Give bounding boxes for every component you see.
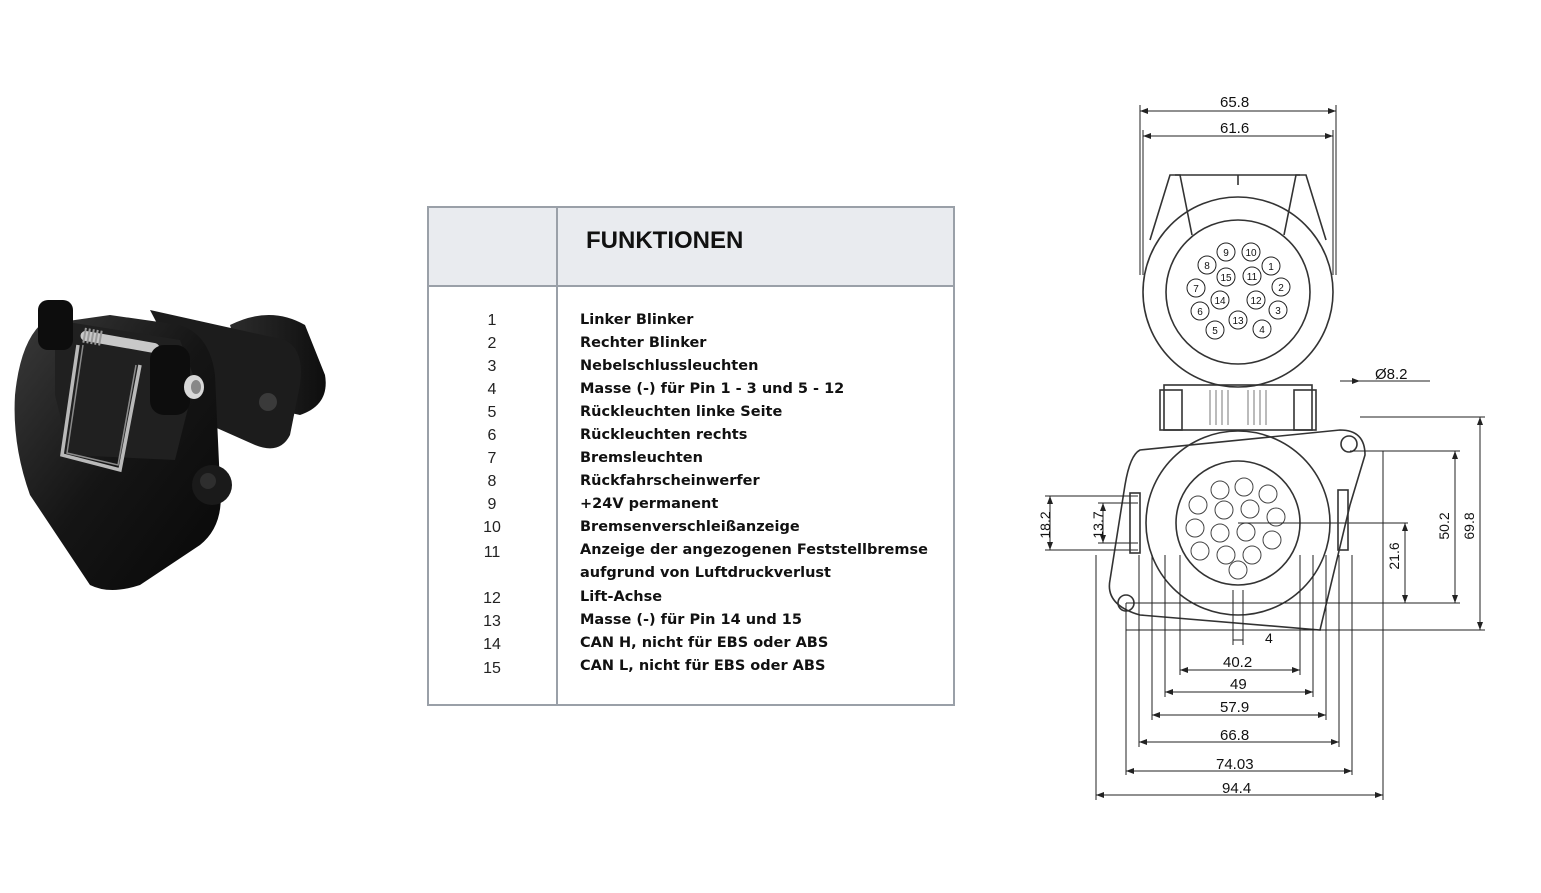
pin-13 [1229,311,1247,329]
pin-number: 12 [483,590,501,607]
pin-4-label: 4 [1259,325,1265,336]
dim-18-2-label: 18.2 [1037,511,1053,539]
dim-57-9-label: 57.9 [1220,699,1250,716]
dim-66-8-label: 66.8 [1220,727,1250,744]
pin-14-label: 14 [1214,296,1226,307]
pin-14 [1211,291,1229,309]
pin-8-label: 8 [1204,261,1210,272]
pin-10 [1242,243,1260,261]
pin-12 [1247,291,1265,309]
pin-function: CAN L, nicht für EBS oder ABS [580,658,826,674]
pin-2-label: 2 [1278,283,1284,294]
pin-function: CAN H, nicht für EBS oder ABS [580,635,829,651]
pin-15 [1217,268,1235,286]
pin-11 [1243,267,1261,285]
pin-function: Linker Blinker [580,312,694,328]
pin-8 [1198,256,1216,274]
dim-13-7-label: 13.7 [1090,511,1106,539]
pin-5-label: 5 [1212,326,1218,337]
functions-table [427,206,955,706]
pin-function-continued: aufgrund von Luftdruckverlust [580,565,831,581]
pin-1-label: 1 [1268,262,1274,273]
pin-function: Masse (-) für Pin 1 - 3 und 5 - 12 [580,381,845,397]
pin-5 [1206,321,1224,339]
pin-function: Lift-Achse [580,589,663,605]
dim-4-label: 4 [1265,630,1273,646]
pin-10-label: 10 [1245,248,1257,259]
socket-product-photo [0,285,340,595]
pin-number: 10 [483,519,501,536]
pin-number: 11 [483,544,501,561]
pin-function: Masse (-) für Pin 14 und 15 [580,612,802,628]
dim-61-6-label: 61.6 [1220,120,1250,137]
pin-number: 15 [483,660,501,677]
pin-number: 14 [483,636,501,653]
pin-function: Bremsenverschleißanzeige [580,519,800,535]
pin-function: Nebelschlussleuchten [580,358,759,374]
pin-number: 6 [487,427,497,444]
pin-2 [1272,278,1290,296]
dim-hole-label: Ø8.2 [1375,366,1408,383]
pin-function: Rückfahrscheinwerfer [580,473,760,489]
socket-dimension-drawing [1030,85,1510,815]
dim-74-03-label: 74.03 [1216,756,1254,773]
pin-number: 8 [487,473,497,490]
pin-number: 3 [487,358,497,375]
dim-40-2-label: 40.2 [1223,654,1253,671]
pin-3 [1269,301,1287,319]
pin-function: Rückleuchten rechts [580,427,748,443]
pin-11-label: 11 [1246,272,1258,283]
pin-13-label: 13 [1232,316,1244,327]
pin-6-label: 6 [1197,307,1203,318]
pin-12-label: 12 [1250,296,1262,307]
dim-50-2-label: 50.2 [1436,512,1452,540]
pin-function: Rechter Blinker [580,335,707,351]
pin-function: +24V permanent [580,496,719,512]
pin-15-label: 15 [1220,273,1232,284]
pin-9-label: 9 [1223,248,1229,259]
pin-number: 1 [487,312,497,329]
pin-number: 9 [487,496,497,513]
pin-number: 13 [483,613,501,630]
table-column-divider [556,208,558,704]
pin-1 [1262,257,1280,275]
pin-7 [1187,279,1205,297]
pin-number: 7 [487,450,497,467]
pin-9 [1217,243,1235,261]
dim-49-label: 49 [1230,676,1247,693]
table-title: FUNKTIONEN [586,227,744,254]
pin-6 [1191,302,1209,320]
dim-94-4-label: 94.4 [1222,780,1252,797]
dim-69-8-label: 69.8 [1461,512,1477,540]
pin-function: Anzeige der angezogenen Feststellbremse [580,542,928,558]
pin-function: Bremsleuchten [580,450,703,466]
pin-number: 4 [487,381,497,398]
pin-layout [1187,243,1290,339]
dim-21-6-label: 21.6 [1386,542,1402,570]
pin-7-label: 7 [1193,284,1199,295]
dim-65-8-label: 65.8 [1220,94,1250,111]
pin-number: 2 [487,335,497,352]
pin-4 [1253,320,1271,338]
pin-number: 5 [487,404,497,421]
pin-3-label: 3 [1275,306,1281,317]
pin-function: Rückleuchten linke Seite [580,404,783,420]
